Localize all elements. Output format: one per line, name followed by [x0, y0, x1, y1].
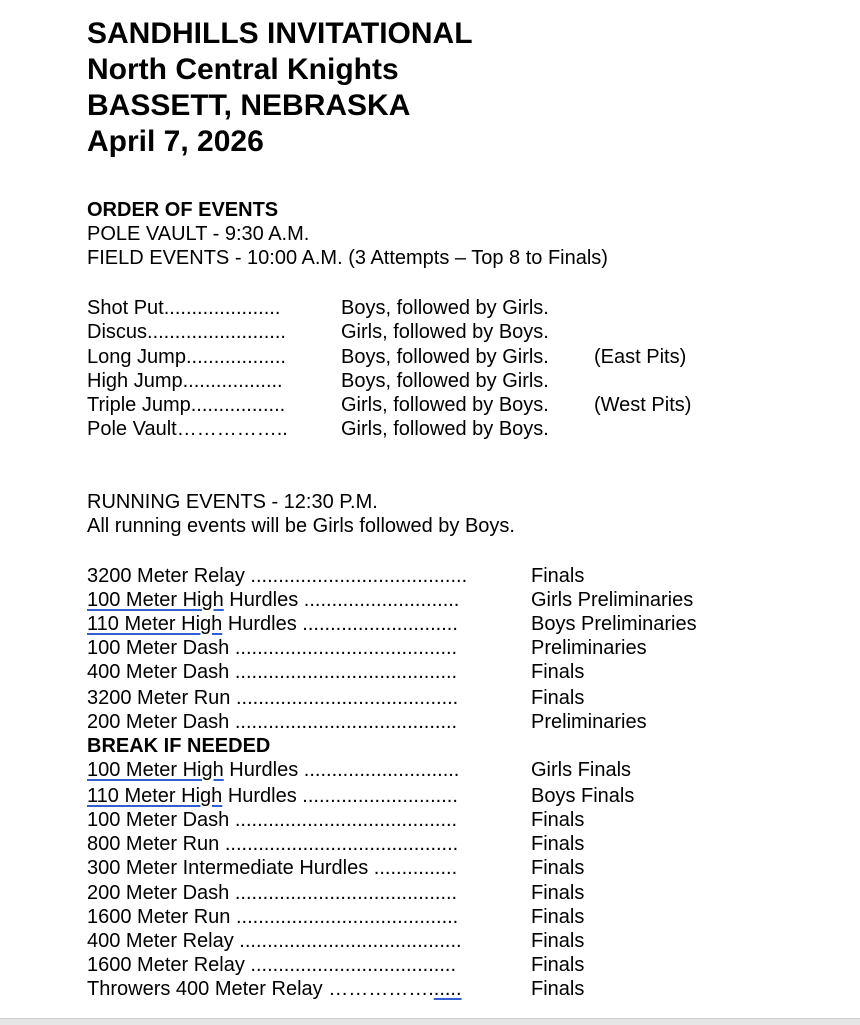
field-event-note: (West Pits) — [594, 394, 692, 416]
order-of-events-heading: ORDER OF EVENTS — [87, 199, 279, 221]
running-event-status: Finals — [531, 833, 585, 855]
running-event-name: 800 Meter Run .......................................... — [87, 833, 459, 855]
field-event-name: Pole Vault…………….. — [87, 418, 288, 440]
running-event-status: Boys Finals — [531, 785, 635, 807]
field-events-time: FIELD EVENTS - 10:00 A.M. (3 Attempts – Top 8 to Finals) — [87, 247, 608, 269]
running-event-name: 200 Meter Dash ........................................ — [87, 711, 458, 733]
running-event-name: 400 Meter Dash ........................................ — [87, 661, 458, 683]
pole-vault-time: POLE VAULT - 9:30 A.M. — [87, 223, 310, 245]
host-school: North Central Knights — [87, 53, 399, 86]
running-event-status: Finals — [531, 978, 585, 1000]
meet-title-block — [87, 16, 473, 160]
running-event-name: 100 Meter Dash ........................................ — [87, 637, 458, 659]
running-event-status: Finals — [531, 906, 585, 928]
meet-name: SANDHILLS INVITATIONAL — [87, 17, 473, 50]
running-event-status: Finals — [531, 565, 585, 587]
running-events-heading: RUNNING EVENTS - 12:30 P.M. — [87, 491, 378, 513]
field-event-order: Boys, followed by Girls. — [341, 297, 549, 319]
running-event-name: 1600 Meter Run ........................................ — [87, 906, 459, 928]
running-event-status: Finals — [531, 930, 585, 952]
break-label: BREAK IF NEEDED — [87, 735, 271, 757]
running-event-status: Preliminaries — [531, 637, 647, 659]
flagged-text: 110 Meter High — [87, 785, 223, 807]
meet-date: April 7, 2026 — [87, 125, 264, 158]
meet-location: BASSETT, NEBRASKA — [87, 89, 411, 122]
running-event-status: Preliminaries — [531, 711, 647, 733]
running-event-name: 1600 Meter Relay ..................................... — [87, 954, 457, 976]
running-event-name: 110 Meter High Hurdles ............................ — [87, 613, 458, 635]
running-event-name: 300 Meter Intermediate Hurdles ............... — [87, 857, 458, 879]
field-event-order: Boys, followed by Girls. — [341, 346, 549, 368]
field-event-order: Girls, followed by Boys. — [341, 418, 549, 440]
field-event-name: Long Jump.................. — [87, 346, 286, 368]
running-event-status: Finals — [531, 809, 585, 831]
running-event-status: Finals — [531, 687, 585, 709]
field-event-name: Triple Jump................. — [87, 394, 286, 416]
flagged-text: ..... — [433, 978, 462, 1000]
running-events-note: All running events will be Girls followed by Boys. — [87, 515, 515, 537]
flagged-text: 110 Meter High — [87, 613, 223, 635]
running-events-section — [87, 490, 515, 538]
flagged-text: 100 Meter High — [87, 589, 224, 611]
running-event-status: Finals — [531, 882, 585, 904]
running-event-name: 200 Meter Dash ........................................ — [87, 882, 458, 904]
field-event-order: Girls, followed by Boys. — [341, 321, 549, 343]
field-event-order: Boys, followed by Girls. — [341, 370, 549, 392]
running-event-name: 100 Meter High Hurdles ............................ — [87, 589, 460, 611]
running-event-name: 100 Meter Dash ........................................ — [87, 809, 458, 831]
order-of-events-section — [87, 198, 608, 270]
field-event-name: Discus......................... — [87, 321, 286, 343]
field-event-order: Girls, followed by Boys. — [341, 394, 549, 416]
running-event-name: 3200 Meter Relay ....................................... — [87, 565, 468, 587]
running-event-name: 3200 Meter Run ........................................ — [87, 687, 459, 709]
running-event-status: Finals — [531, 954, 585, 976]
running-event-status: Finals — [531, 661, 585, 683]
running-event-status: Finals — [531, 857, 585, 879]
field-event-name: Shot Put..................... — [87, 297, 281, 319]
field-event-note: (East Pits) — [594, 346, 687, 368]
running-event-status: Boys Preliminaries — [531, 613, 697, 635]
running-event-name: 400 Meter Relay ........................................ — [87, 930, 462, 952]
flagged-text: 100 Meter High — [87, 759, 224, 781]
field-event-name: High Jump.................. — [87, 370, 283, 392]
running-event-status: Girls Finals — [531, 759, 632, 781]
running-event-name: 100 Meter High Hurdles ............................ — [87, 759, 460, 781]
running-event-status: Girls Preliminaries — [531, 589, 694, 611]
running-event-name: Throwers 400 Meter Relay ……………...... — [87, 978, 462, 1000]
running-event-name: 110 Meter High Hurdles ............................ — [87, 785, 458, 807]
